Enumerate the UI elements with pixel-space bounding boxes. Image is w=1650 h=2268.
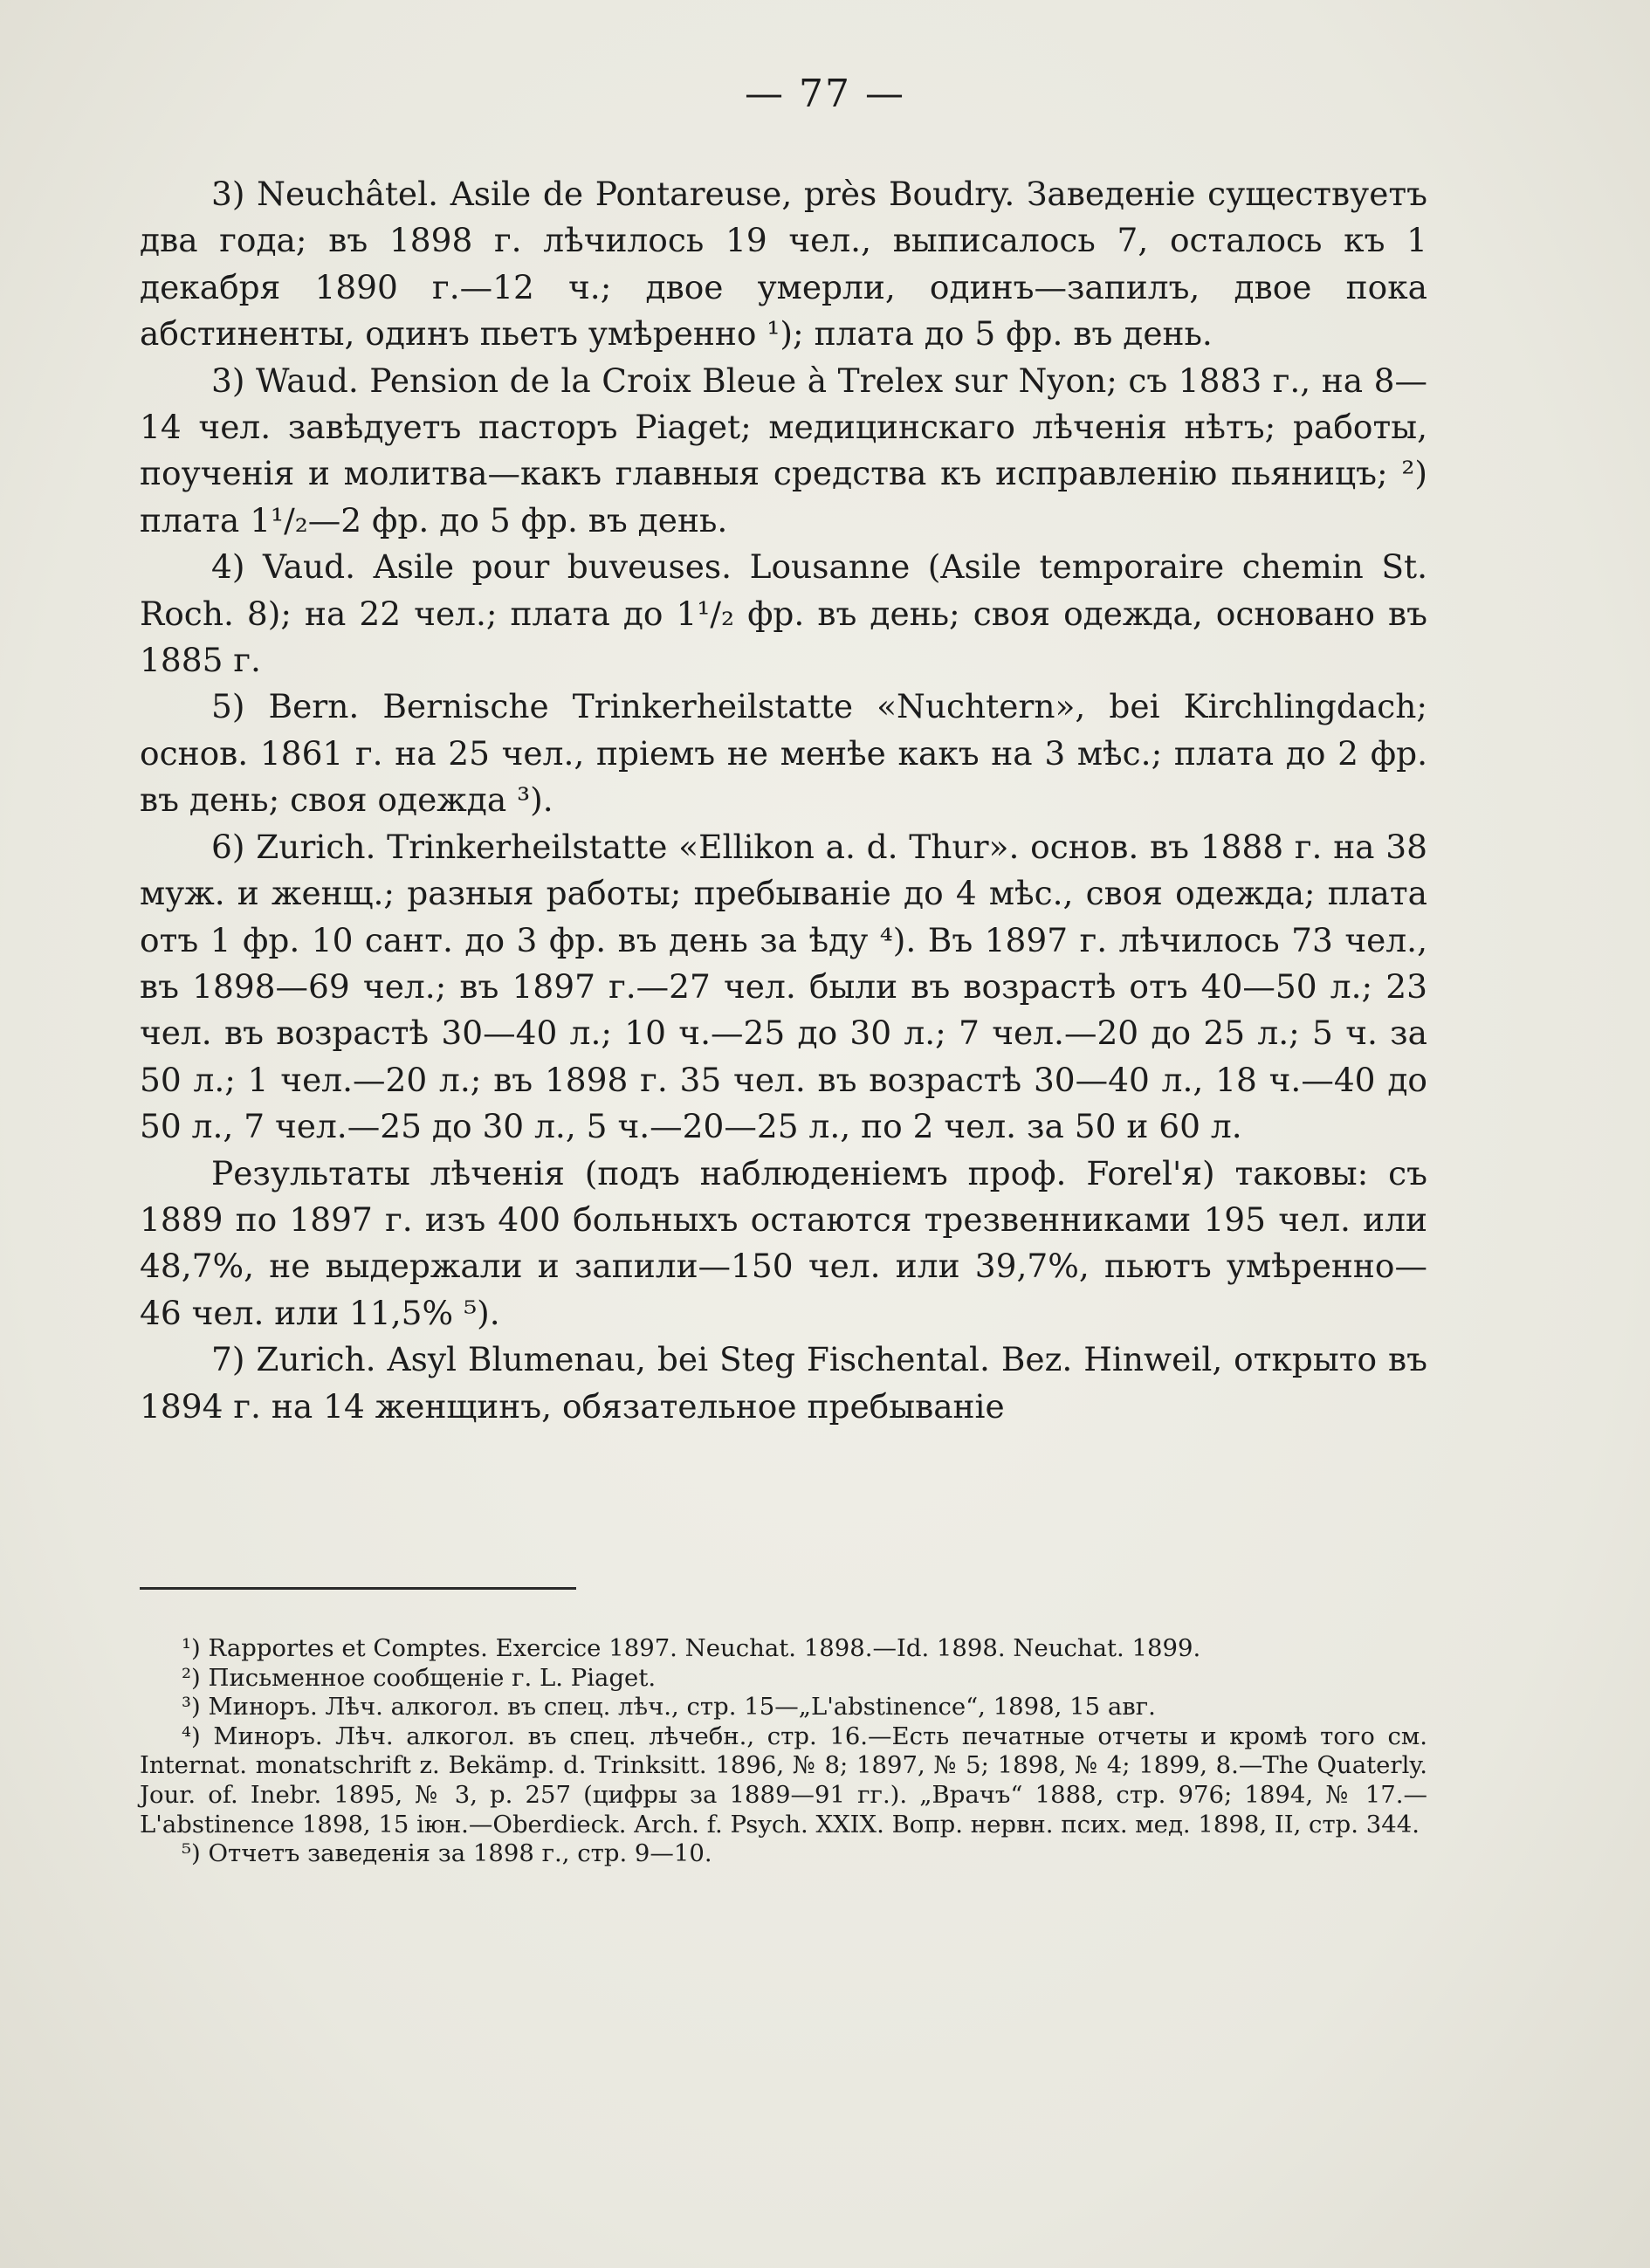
page-number: — 77 — (745, 72, 905, 116)
footnote-2: ²) Письменное сообщеніе г. L. Piaget. (182, 1663, 657, 1692)
footnote-4: ⁴) Миноръ. Лѣч. алкогол. въ спец. лѣчебн., стр. 16.—Есть печатные отчеты и кромѣ того см. Internat. monatschrift z. Bekämp. d. Trinksitt. 1896, № 8; 1897, № 5; 1898, № 4; 1899, 8.—The Quaterly. Jour. of. Inebr. 1895, № 3, p. 257 (цифры за 1889—91 гг.). „Врачъ“ 1888, стр. 976; 1894, № 17.—L'abstinence 1898, 15 іюн.—Oberdieck. Arch. f. Psych. XXIX. Вопр. нервн. псих. мед. 1898, II, стр. 344. (140, 1722, 1427, 1838)
paragraph-vaud: 4) Vaud. Asile pour buveuses. Lousanne (Asile temporaire chemin St. Roch. 8); на 22 чел.; плата до 1¹/₂ фр. въ день; своя одежда, основано въ 1885 г. (140, 547, 1427, 680)
footnote-1: ¹) Rapportes et Comptes. Exercice 1897. Neuchat. 1898.—Id. 1898. Neuchat. 1899. (182, 1634, 1201, 1662)
paragraph-neuchatel: 3) Neuchâtel. Asile de Pontareuse, près Boudry. Заведеніе существуетъ два года; въ 1898 г. лѣчилось 19 чел., выписалось 7, осталось къ 1 декабря 1890 г.—12 ч.; двое умерли, одинъ—запилъ, двое пока абстиненты, одинъ пьетъ умѣренно ¹); плата до 5 фр. въ день. (140, 175, 1427, 354)
footnote-3: ³) Миноръ. Лѣч. алкогол. въ спец. лѣч., стр. 15—„L'abstinence“, 1898, 15 авг. (182, 1693, 1156, 1722)
footnote-5: ⁵) Отчетъ заведенія за 1898 г., стр. 9—10. (182, 1839, 712, 1868)
main-text (140, 171, 1427, 1430)
paragraph-zurich-blumenau: 7) Zurich. Asyl Blumenau, bei Steg Fischental. Bez. Hinweil, открыто въ 1894 г. на 14 женщинъ, обязательное пребываніе (140, 1340, 1427, 1426)
paragraph-bern: 5) Bern. Bernische Trinkerheilstatte «Nuchtern», bei Kirchlingdach; основ. 1861 г. на 25 чел., пріемъ не менѣе какъ на 3 мѣс.; плата до 2 фр. въ день; своя одежда ³). (140, 687, 1427, 820)
paragraph-waud: 3) Waud. Pension de la Croix Bleue à Trelex sur Nyon; съ 1883 г., на 8—14 чел. завѣдуетъ пасторъ Piaget; медицинскаго лѣченія нѣтъ; работы, поученія и молитва—какъ главныя средства къ исправленію пьяницъ; ²) плата 1¹/₂—2 фр. до 5 фр. въ день. (140, 361, 1427, 540)
footnote-divider (140, 1587, 576, 1590)
footnotes (140, 1634, 1427, 1869)
paragraph-results: Результаты лѣченія (подъ наблюденіемъ проф. Forel'я) таковы: съ 1889 по 1897 г. изъ 400 больныхъ остаются трезвенниками 195 чел. или 48,7%, не выдержали и запили—150 чел. или 39,7%, пьютъ умѣренно—46 чел. или 11,5% ⁵). (140, 1153, 1427, 1332)
paragraph-zurich-ellikon: 6) Zurich. Trinkerheilstatte «Ellikon a. d. Thur». основ. въ 1888 г. на 38 муж. и женщ.; разныя работы; пребываніе до 4 мѣс., своя одежда; плата отъ 1 фр. 10 сант. до 3 фр. въ день за ѣду ⁴). Въ 1897 г. лѣчилось 73 чел., въ 1898—69 чел.; въ 1897 г.—27 чел. были въ возрастѣ отъ 40—50 л.; 23 чел. въ возрастѣ 30—40 л.; 10 ч.—25 до 30 л.; 7 чел.—20 до 25 л.; 5 ч. за 50 л.; 1 чел.—20 л.; въ 1898 г. 35 чел. въ возрастѣ 30—40 л., 18 ч.—40 до 50 л., 7 чел.—25 до 30 л., 5 ч.—20—25 л., по 2 чел. за 50 и 60 л. (140, 827, 1427, 1146)
